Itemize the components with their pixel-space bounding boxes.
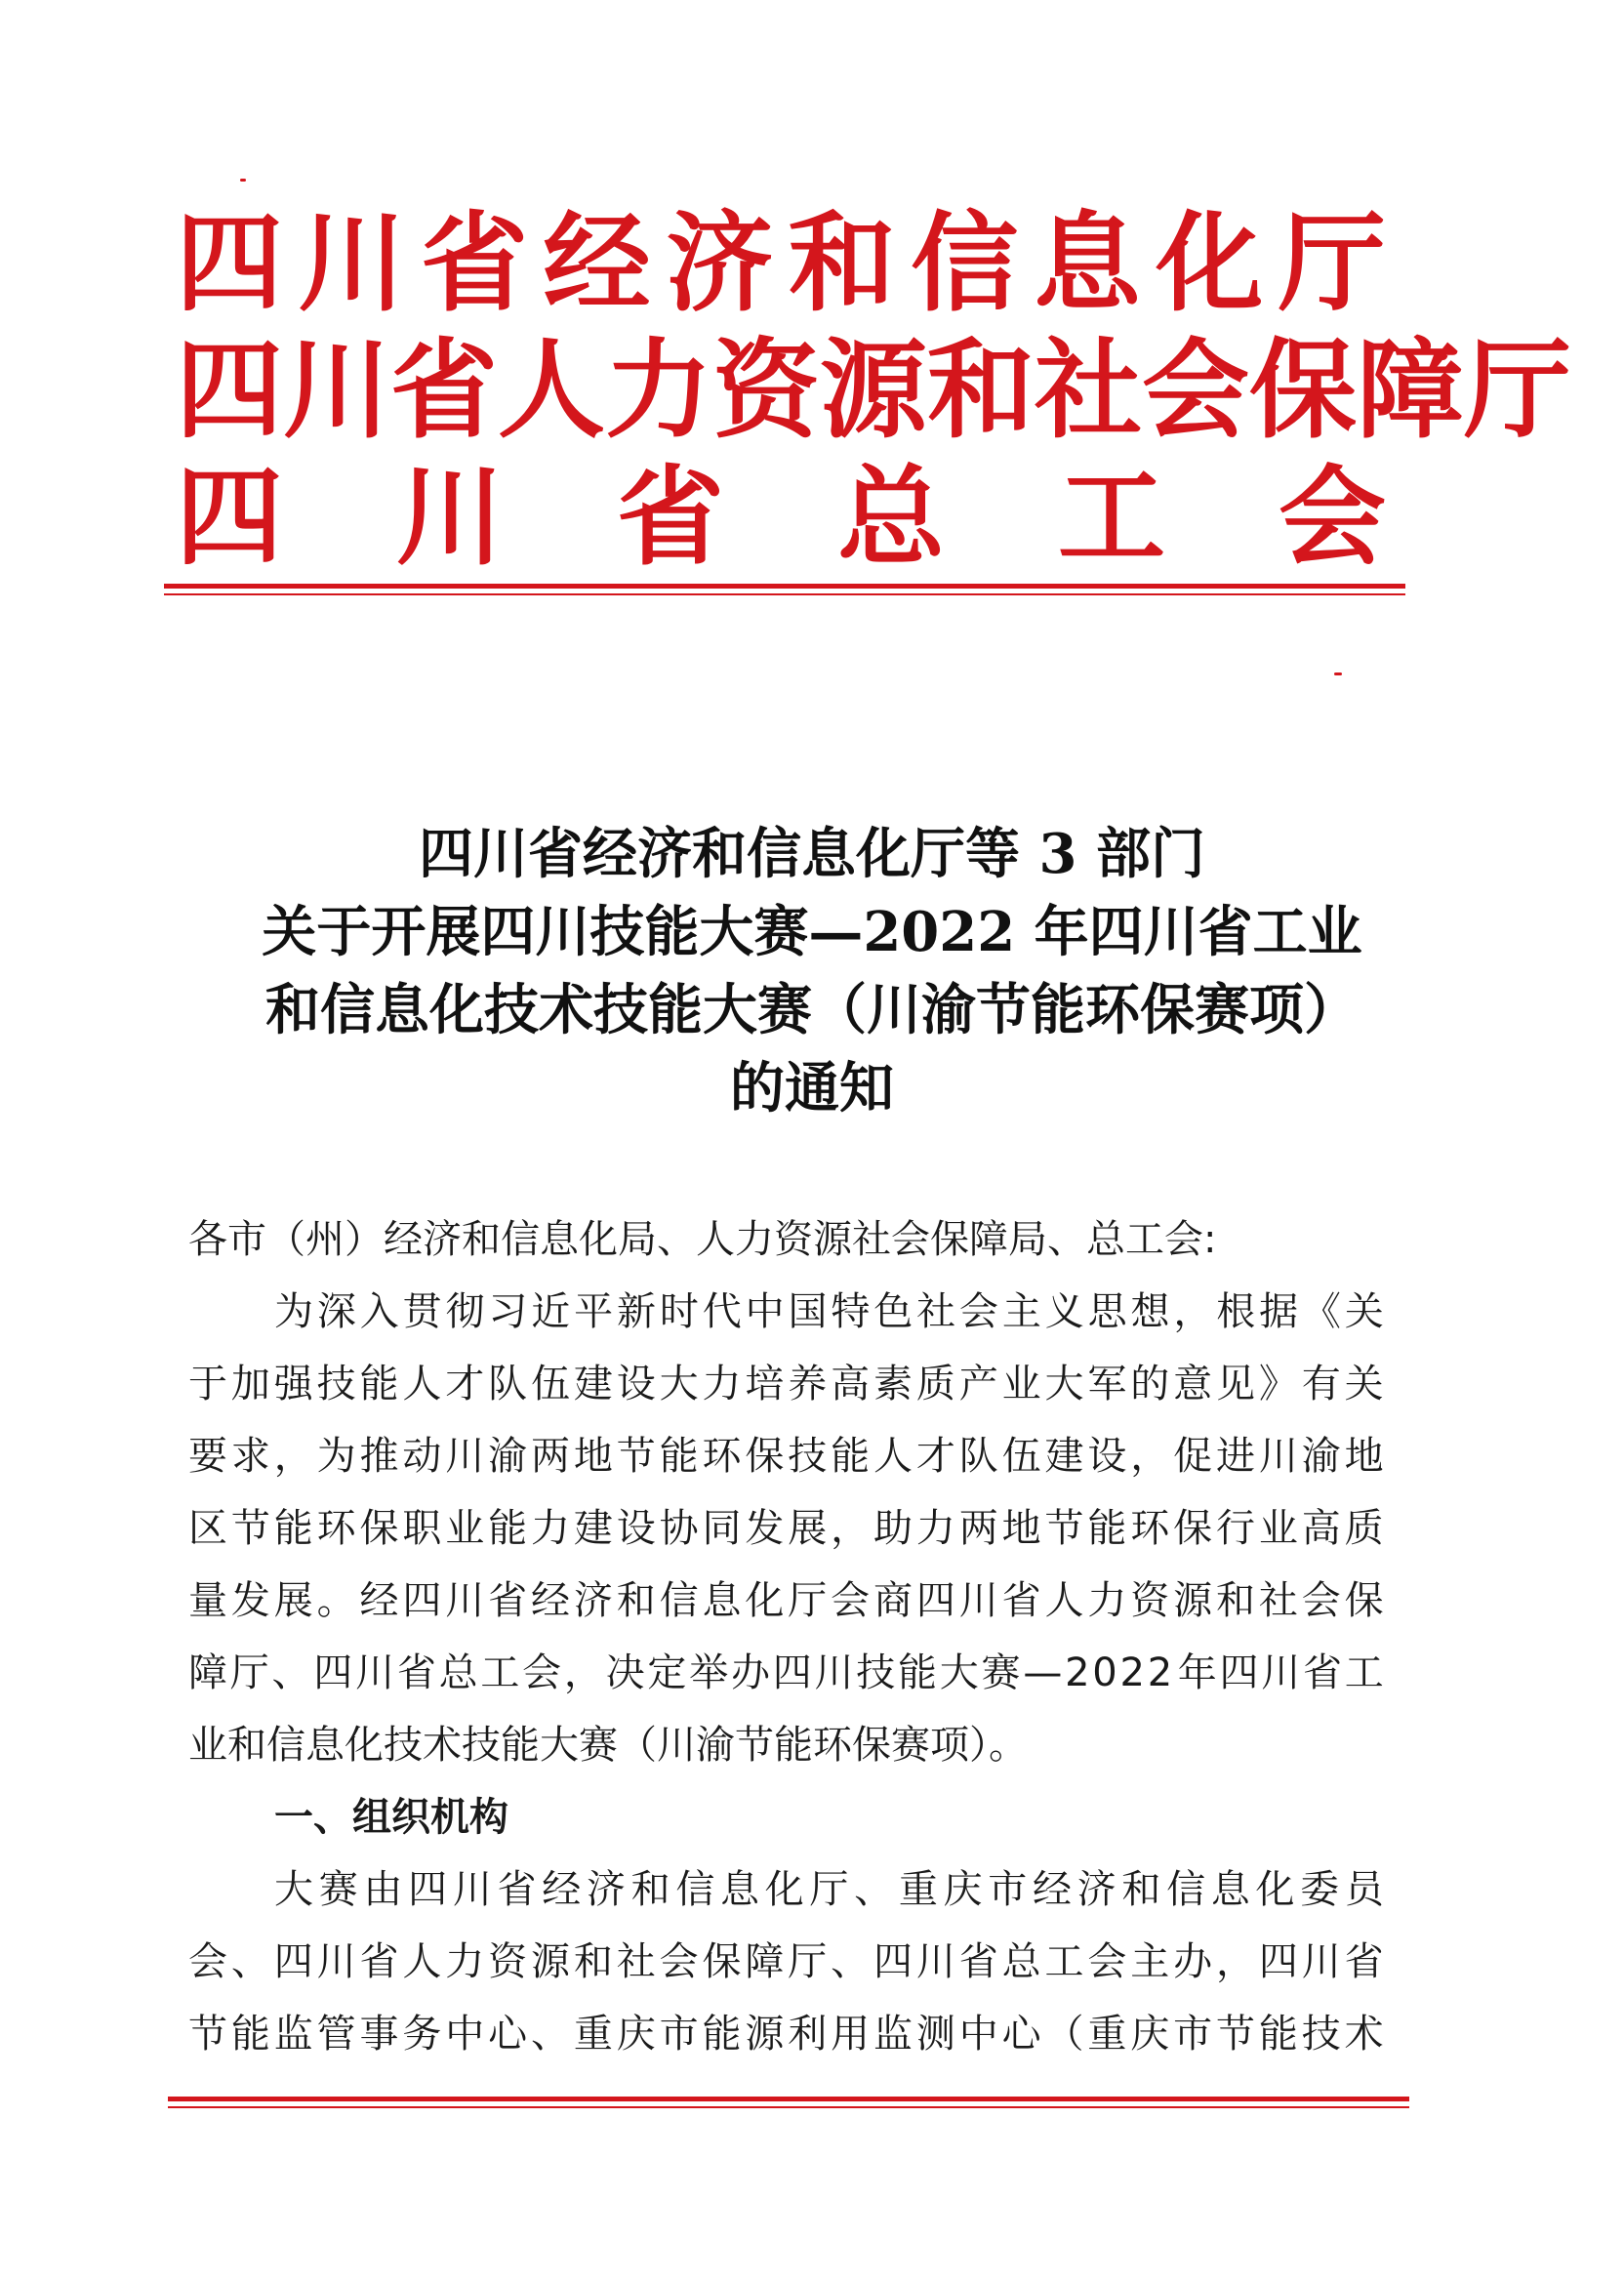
letterhead-red-rule-thin <box>164 593 1405 595</box>
footer-red-rule <box>168 2097 1409 2101</box>
paragraph-line: 量 发 展 。 经 四 川 省 经 济 和 信 息 化 厅 会 商 四 川 省 人 力 资 源 和 社 会 保 <box>188 1578 1384 1623</box>
letterhead-char: 四 <box>176 327 283 453</box>
letterhead-char: 资 <box>712 327 820 453</box>
salutation: 各市（州）经济和信息化局、人力资源社会保障局、总工会: <box>188 1217 1217 1262</box>
letterhead-line-3 <box>176 454 1386 580</box>
letterhead-char: 会 <box>1142 327 1249 453</box>
letterhead-char: 四 <box>176 200 283 326</box>
letterhead-char: 和 <box>927 327 1035 453</box>
paragraph-line: 障 厅 、 四 川 省 总 工 会 ， 决 定 举 办 四 川 技 能 大 赛 — 2 0 2 2 年 四 川 省 工 <box>188 1650 1384 1695</box>
letterhead-char: 四 <box>176 454 283 580</box>
paragraph-line: 要 求 ， 为 推 动 川 渝 两 地 节 能 环 保 技 能 人 才 队 伍 建 设 ， 促 进 川 渝 地 <box>188 1434 1384 1479</box>
letterhead-char: 省 <box>421 200 529 326</box>
letterhead-char: 经 <box>543 200 651 326</box>
letterhead-char: 和 <box>788 200 896 326</box>
paragraph-line: 会 、 四 川 省 人 力 资 源 和 社 会 保 障 厅 、 四 川 省 总 工 会 主 办 ， 四 川 省 <box>188 1939 1384 1984</box>
title-line-1: 四川省经济和信息化厅等 3 部门 <box>419 822 1205 886</box>
letterhead-char: 源 <box>820 327 927 453</box>
letterhead-line-1 <box>176 200 1386 326</box>
title-line-3: 和信息化技术技能大赛（川渝节能环保赛项） <box>265 978 1359 1042</box>
paragraph-line: 节 能 监 管 事 务 中 心 、 重 庆 市 能 源 利 用 监 测 中 心 （ 重 庆 市 节 能 技 术 <box>188 2012 1384 2057</box>
letterhead-line-2 <box>176 327 1571 453</box>
letterhead-char: 总 <box>837 454 945 580</box>
letterhead-char: 工 <box>1058 454 1165 580</box>
letterhead-char: 省 <box>390 327 498 453</box>
paragraph-line: 区 节 能 环 保 职 业 能 力 建 设 协 同 发 展 ， 助 力 两 地 节 能 环 保 行 业 高 质 <box>188 1506 1384 1551</box>
letterhead-char: 会 <box>1279 454 1386 580</box>
footer-red-rule-thin <box>168 2106 1409 2108</box>
letterhead-char: 济 <box>666 200 774 326</box>
paragraph-line: 为 深 入 贯 彻 习 近 平 新 时 代 中 国 特 色 社 会 主 义 思 想 ， 根 据 《 关 <box>274 1289 1384 1334</box>
letterhead-char: 保 <box>1249 327 1357 453</box>
paragraph-line: 业和信息化技术技能大赛（川渝节能环保赛项）。 <box>188 1723 1028 1768</box>
paragraph-line: 于 加 强 技 能 人 才 队 伍 建 设 大 力 培 养 高 素 质 产 业 大 军 的 意 见 》 有 关 <box>188 1362 1384 1406</box>
letterhead-char: 人 <box>498 327 605 453</box>
letterhead-char: 社 <box>1035 327 1142 453</box>
document-title <box>146 815 1478 1127</box>
letterhead-char: 力 <box>605 327 712 453</box>
letterhead-char: 川 <box>396 454 504 580</box>
letterhead-char: 息 <box>1033 200 1141 326</box>
title-line-2: 关于开展四川技能大赛—2022 年四川省工业 <box>262 900 1362 964</box>
letterhead-char: 厅 <box>1464 327 1571 453</box>
letterhead-char: 信 <box>911 200 1019 326</box>
document-body <box>188 1203 1384 2070</box>
letterhead-char: 障 <box>1357 327 1464 453</box>
paragraph-1 <box>188 1276 1384 1781</box>
letterhead-char: 川 <box>298 200 406 326</box>
letterhead-red-rule <box>164 584 1405 589</box>
letterhead-char: 厅 <box>1278 200 1386 326</box>
ink-speck <box>1334 672 1342 675</box>
paragraph-2 <box>188 1853 1384 2070</box>
section-heading-1: 一、组织机构 <box>274 1795 508 1840</box>
letterhead-char: 川 <box>283 327 390 453</box>
paragraph-line: 大 赛 由 四 川 省 经 济 和 信 息 化 厅 、 重 庆 市 经 济 和 信 息 化 委 员 <box>274 1867 1384 1912</box>
letterhead-char: 化 <box>1156 200 1264 326</box>
title-line-4: 的通知 <box>730 1056 894 1120</box>
letterhead-char: 省 <box>617 454 724 580</box>
ink-speck <box>240 179 246 182</box>
